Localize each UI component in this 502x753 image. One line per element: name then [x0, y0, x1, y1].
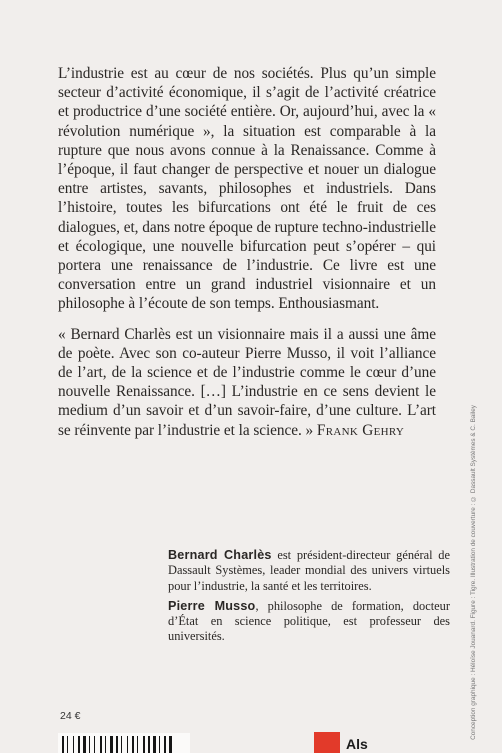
- barcode-bar: [116, 736, 118, 753]
- barcode-bar: [100, 736, 102, 753]
- quote-text: « Bernard Charlès est un visionnaire mais il a aussi une âme de poète. Avec son co-auteur Pierre Musso, il voit l’alliance de l’art, de la science et de l’industrie comme le cœur d’une nouvelle Renaissance. […] L’industrie en ce sens devient le medium d’un savoir et d’un savoir-faire, d’une culture. L’art se réinvente par l’industrie et la science. »: [58, 325, 436, 439]
- author-bio-text: , philosophe de formation, docteur d’État en science politique, est professeur des universités.: [168, 598, 450, 644]
- price-label: 24 €: [60, 710, 81, 722]
- barcode-bar: [110, 736, 113, 753]
- barcode-bar: [73, 736, 74, 753]
- barcode-bar: [127, 736, 128, 753]
- barcode-bar: [83, 736, 86, 753]
- barcode-bar: [159, 736, 160, 753]
- publisher-logo: [314, 732, 340, 753]
- quote-author: Frank Gehry: [316, 421, 405, 439]
- publisher-name: Als: [346, 736, 368, 752]
- bio-bernard-charles: [168, 548, 450, 594]
- author-bio-text: est président-directeur général de Dassault Systèmes, leader mondial des univers virtuels pour l’industrie, la santé et les territoires.: [168, 548, 451, 593]
- barcode-bar: [67, 736, 68, 753]
- back-cover-text: [58, 64, 436, 440]
- barcode-bar: [89, 736, 90, 753]
- image-credits: Conception graphique : Héloïse Jouanard. Figure : Tigre. Illustration de couverture : © Dassault Systèmes & C. Bailey: [470, 405, 477, 740]
- bio-pierre-musso: [168, 599, 450, 645]
- barcode: [58, 733, 190, 753]
- barcode-bar: [132, 736, 134, 753]
- author-bios: [168, 548, 450, 650]
- author-name: Bernard Charlès: [168, 548, 272, 562]
- barcode-bar: [153, 736, 156, 753]
- barcode-bar: [94, 736, 95, 753]
- barcode-bar: [137, 736, 138, 753]
- barcode-bar: [143, 736, 145, 753]
- description-paragraph: L’industrie est au cœur de nos sociétés. Plus qu’un simple secteur d’activité économique, il s’agit de l’activité créatrice et productrice d’une société entière. Or, aujourd’hui, avec la « révolution numérique », la situation est comparable à la rupture que nous avons connue à la Renaissance. Comme à l’époque, il faut changer de perspective et nouer un dialogue entre artistes, savants, philosophes et industriels. Dans l’histoire, toutes les bifurcations ont été le fruit de ces dialogues, et, dans notre époque de rupture techno-industrielle et écologique, une nouvelle bifurcation peut s’opérer – qui portera une renaissance de l’industrie. Ce livre est une conversation entre un grand industriel visionnaire et un philosophe à l’écoute de son temps. Enthousiasmant.: [58, 65, 436, 313]
- credits-strip: [468, 400, 482, 740]
- barcode-bar: [105, 736, 106, 753]
- barcode-bar: [62, 736, 64, 753]
- barcode-bar: [164, 736, 166, 753]
- barcode-bar: [148, 736, 150, 753]
- author-name: Pierre Musso: [168, 598, 256, 613]
- barcode-bar: [169, 736, 172, 753]
- testimonial-quote: [58, 325, 436, 440]
- barcode-bar: [78, 736, 80, 753]
- barcode-bar: [121, 736, 122, 753]
